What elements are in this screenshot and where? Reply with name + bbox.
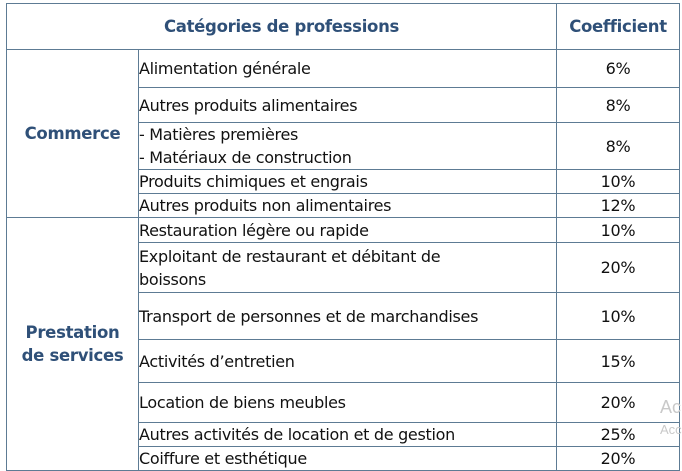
header-row xyxy=(7,4,680,50)
category-line: - Matières premières xyxy=(139,125,299,144)
activation-watermark-line1: Ac xyxy=(660,397,682,417)
activation-watermark-line2: Acc xyxy=(660,422,682,437)
coefficient-cell: 10% xyxy=(557,293,680,340)
category-cell xyxy=(139,123,557,170)
coefficient-cell: 8% xyxy=(557,88,680,123)
category-cell xyxy=(139,243,557,293)
group-commerce: Commerce xyxy=(7,50,139,218)
category-cell: Coiffure et esthétique xyxy=(139,447,557,471)
coefficient-cell: 15% xyxy=(557,340,680,383)
category-cell: Location de biens meubles xyxy=(139,383,557,423)
category-cell: Autres activités de location et de gestion xyxy=(139,423,557,447)
category-cell: Produits chimiques et engrais xyxy=(139,170,557,194)
coefficient-cell: 20% xyxy=(557,383,680,423)
category-cell: Alimentation générale xyxy=(139,50,557,88)
group-line: Prestation xyxy=(25,323,120,342)
category-line: Exploitant de restaurant et débitant de xyxy=(139,246,441,266)
header-categories: Catégories de professions xyxy=(7,4,557,50)
category-cell: Activités d’entretien xyxy=(139,340,557,383)
coefficient-cell: 25% xyxy=(557,423,680,447)
category-cell: Autres produits non alimentaires xyxy=(139,194,557,218)
coefficient-cell: 20% xyxy=(557,447,680,471)
coefficient-cell: 10% xyxy=(557,170,680,194)
coefficient-cell: 12% xyxy=(557,194,680,218)
coefficient-cell: 6% xyxy=(557,50,680,88)
group-line: de services xyxy=(21,346,124,365)
profession-coefficient-table xyxy=(6,3,680,471)
category-cell: Restauration légère ou rapide xyxy=(139,218,557,243)
coefficient-cell: 8% xyxy=(557,123,680,170)
category-cell: Transport de personnes et de marchandises xyxy=(139,293,557,340)
category-line: boissons xyxy=(139,269,206,289)
category-line: - Matériaux de construction xyxy=(139,148,352,167)
table-row xyxy=(7,50,680,88)
group-prestation-de-services xyxy=(7,218,139,471)
header-coefficient: Coefficient xyxy=(557,4,680,50)
category-cell: Autres produits alimentaires xyxy=(139,88,557,123)
coefficient-cell: 10% xyxy=(557,218,680,243)
coefficient-cell: 20% xyxy=(557,243,680,293)
table-row xyxy=(7,218,680,243)
